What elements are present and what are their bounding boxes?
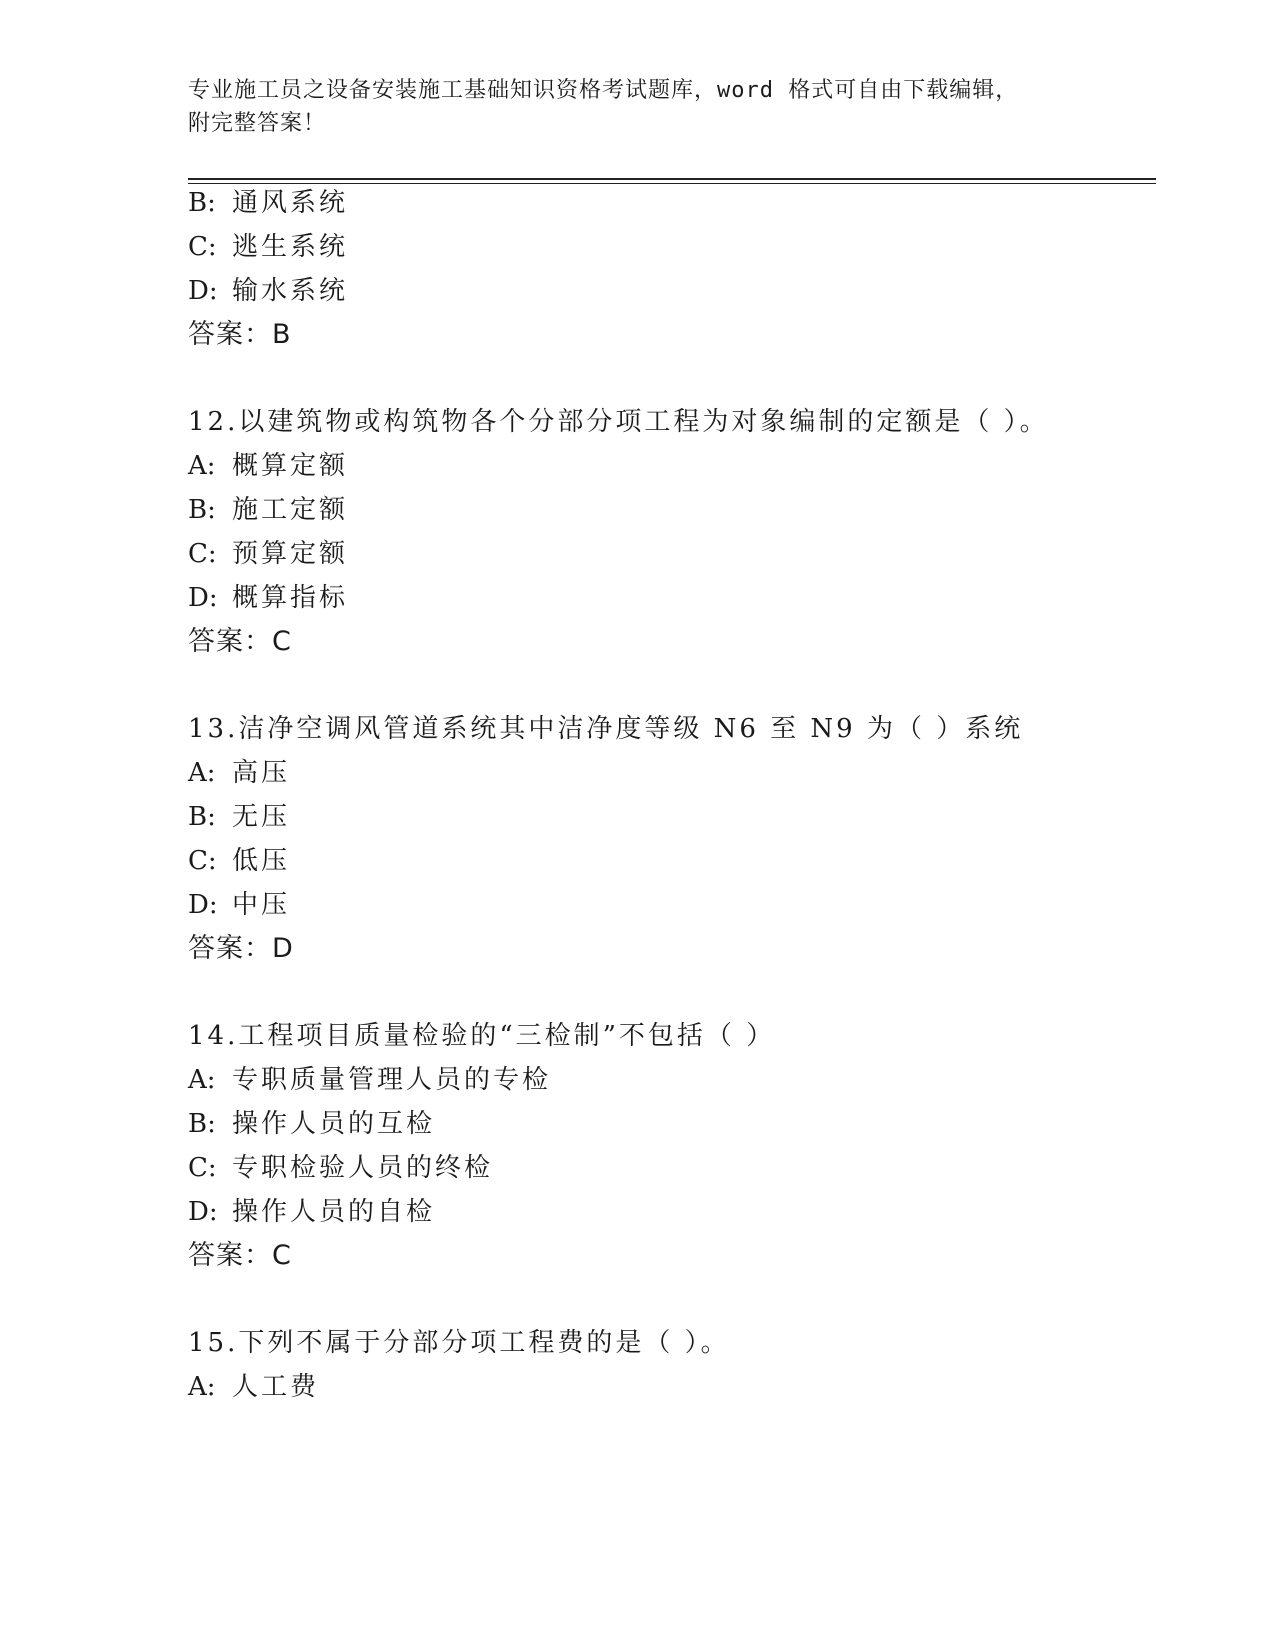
option-label: B:: [188, 802, 216, 832]
answer-line: 答案：D: [188, 933, 294, 964]
option-row: [188, 449, 348, 483]
option-row: [188, 274, 348, 308]
option-label: D:: [188, 583, 218, 613]
option-row: [188, 230, 348, 264]
answer-line: 答案：C: [188, 1240, 292, 1271]
question-text: 14.工程项目质量检验的“三检制”不包括（ ）: [188, 1021, 776, 1051]
option-label: B:: [188, 188, 216, 218]
option-row: [188, 888, 290, 922]
option-text: 低压: [232, 846, 291, 876]
option-label: D:: [188, 1197, 218, 1227]
option-row: [188, 756, 290, 790]
option-row: [188, 493, 348, 527]
option-row: [188, 1195, 435, 1229]
option-text: 概算指标: [232, 583, 349, 613]
option-row: [188, 537, 348, 571]
option-row: [188, 186, 348, 220]
answer-line: 答案：C: [188, 626, 292, 657]
option-label: C:: [188, 1153, 217, 1183]
option-label: A:: [188, 451, 216, 481]
option-text: 中压: [232, 890, 291, 920]
header-divider: [188, 178, 1156, 184]
option-text: 高压: [232, 758, 291, 788]
option-label: B:: [188, 495, 216, 525]
option-text: 专职质量管理人员的专检: [232, 1065, 552, 1095]
option-text: 人工费: [232, 1372, 320, 1402]
option-label: A:: [188, 1372, 216, 1402]
option-text: 逃生系统: [232, 232, 349, 262]
option-text: 概算定额: [232, 451, 349, 481]
option-row: [188, 581, 348, 615]
question-text: 12.以建筑物或构筑物各个分部分项工程为对象编制的定额是（ ）。: [188, 407, 1049, 437]
option-row: [188, 1370, 319, 1404]
option-label: D:: [188, 890, 218, 920]
header-line-1: 专业施工员之设备安装施工基础知识资格考试题库，word 格式可自由下载编辑，: [188, 78, 1019, 103]
answer-line: 答案：B: [188, 319, 292, 350]
option-row: [188, 1107, 435, 1141]
option-row: [188, 844, 290, 878]
option-text: 输水系统: [232, 276, 349, 306]
question-text: 15.下列不属于分部分项工程费的是（ ）。: [188, 1328, 730, 1358]
option-text: 通风系统: [232, 188, 349, 218]
option-row: [188, 1151, 493, 1185]
option-text: 专职检验人员的终检: [232, 1153, 494, 1183]
option-label: B:: [188, 1109, 216, 1139]
document-header: [188, 74, 1078, 140]
option-text: 无压: [232, 802, 291, 832]
option-label: A:: [188, 1065, 216, 1095]
option-text: 预算定额: [232, 539, 349, 569]
option-label: C:: [188, 539, 217, 569]
option-row: [188, 1063, 551, 1097]
header-line-2: 附完整答案！: [188, 111, 327, 136]
option-row: [188, 800, 290, 834]
question-text: 13.洁净空调风管道系统其中洁净度等级 N6 至 N9 为（ ）系统: [188, 714, 1024, 744]
option-text: 操作人员的互检: [232, 1109, 436, 1139]
option-text: 操作人员的自检: [232, 1197, 436, 1227]
option-label: C:: [188, 846, 217, 876]
option-label: A:: [188, 758, 216, 788]
option-label: C:: [188, 232, 217, 262]
option-label: D:: [188, 276, 218, 306]
option-text: 施工定额: [232, 495, 349, 525]
